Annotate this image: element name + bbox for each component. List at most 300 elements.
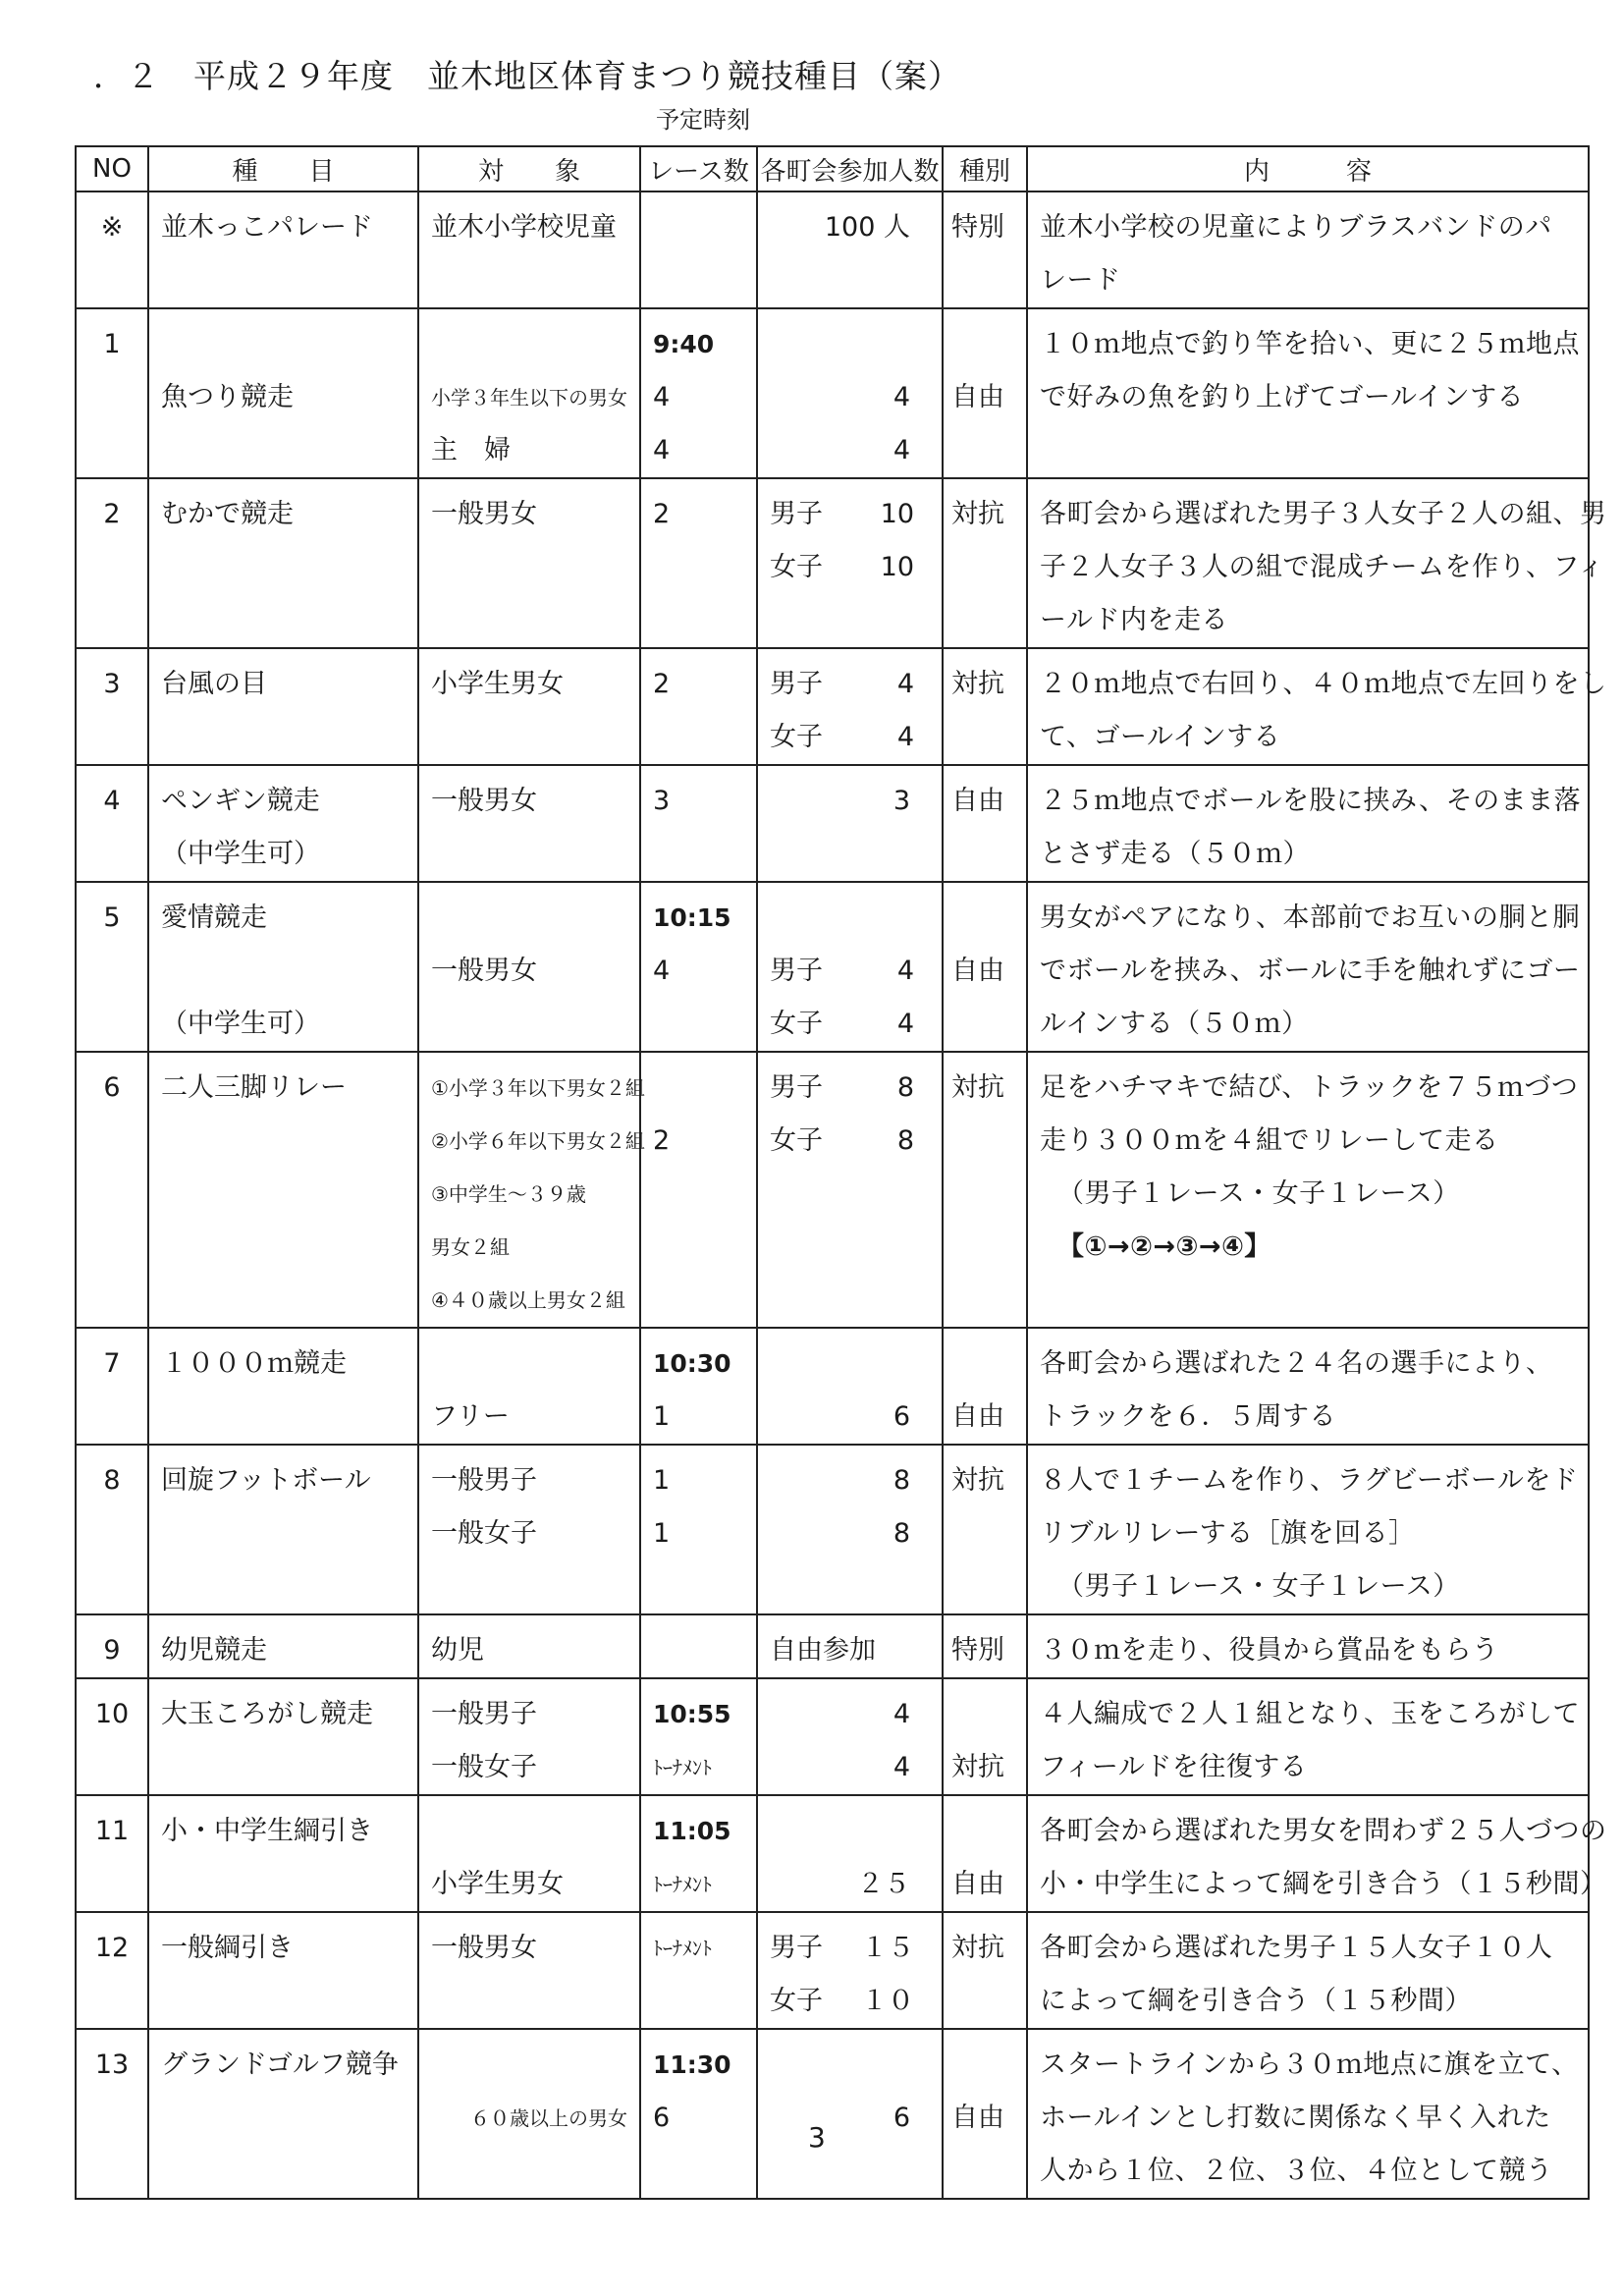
row-number: 5 xyxy=(103,902,121,933)
cell-inner xyxy=(1028,1796,1607,1911)
cell-content xyxy=(1027,191,1589,308)
cell-type xyxy=(943,1328,1027,1445)
cell-inner xyxy=(944,479,1026,541)
cell-inner xyxy=(758,309,942,477)
cell-inner xyxy=(758,883,942,1051)
cell-inner xyxy=(758,1329,942,1444)
header-target: 対 象 xyxy=(418,146,640,191)
participant-count: 4 xyxy=(896,722,914,752)
content-line: て、ゴールインする xyxy=(1040,722,1281,752)
cell-inner xyxy=(419,1679,639,1794)
cell-inner xyxy=(419,2030,639,2145)
participant-count xyxy=(770,318,930,371)
schedule-label: 予定時刻 xyxy=(656,106,750,134)
row-number: 11 xyxy=(94,1816,130,1846)
race-count: 4 xyxy=(653,435,671,465)
cell-target xyxy=(418,191,640,308)
cell-inner xyxy=(77,649,147,711)
participant-count: 8 xyxy=(896,1072,914,1103)
cell-inner xyxy=(641,479,756,541)
cell-content xyxy=(1027,1678,1589,1795)
event-name xyxy=(161,945,406,998)
cell-content xyxy=(1027,308,1589,478)
table-row xyxy=(76,308,1589,478)
participant-count: 4 xyxy=(893,1699,910,1729)
event-type: 特別 xyxy=(951,212,1004,243)
table-row xyxy=(76,882,1589,1052)
cell-inner xyxy=(1028,1053,1588,1274)
content-line: 各町会から選ばれた男女を問わず２５人づつの xyxy=(1040,1816,1607,1846)
content-line: ４人編成で２人１組となり、玉をころがして xyxy=(1040,1699,1580,1729)
target-group: 小学３年生以下の男女 xyxy=(431,386,627,410)
cell-content xyxy=(1027,2029,1589,2199)
cell-inner xyxy=(149,1913,417,1975)
event-type: 自由 xyxy=(951,382,1004,412)
event-type: 自由 xyxy=(951,1401,1004,1432)
cell-inner xyxy=(149,479,417,541)
cell-type xyxy=(943,1445,1027,1614)
race-count: ﾄｰﾅﾒﾝﾄ xyxy=(653,1873,712,1896)
row-number: 8 xyxy=(103,1465,121,1496)
participant-count: 4 xyxy=(893,1752,910,1782)
cell-no xyxy=(76,882,148,1052)
content-line: （男子１レース・女子１レース） xyxy=(1057,1178,1460,1209)
header-content: 内 容 xyxy=(1027,146,1589,191)
document-title: ．２ 平成２９年度 並木地区体育まつり競技種目（案） xyxy=(93,57,961,95)
event-type: 対抗 xyxy=(951,499,1004,529)
spacer xyxy=(951,1688,1022,1741)
cell-event xyxy=(148,882,418,1052)
cell-inner xyxy=(149,1796,417,1858)
cell-inner xyxy=(944,883,1026,998)
participant-pair xyxy=(770,892,930,945)
cell-inner xyxy=(77,479,147,541)
race-count: 6 xyxy=(653,2103,671,2133)
cell-inner xyxy=(77,309,147,371)
cell-participants xyxy=(757,1052,943,1328)
cell-participants xyxy=(757,478,943,648)
row-number: 10 xyxy=(94,1699,130,1729)
event-name: 魚つり競走 xyxy=(161,382,294,412)
event-type: 対抗 xyxy=(951,1933,1004,1963)
gender-label: 男子 xyxy=(770,1072,823,1103)
cell-inner xyxy=(419,766,639,828)
cell-inner xyxy=(149,883,417,1051)
event-type: 対抗 xyxy=(951,1465,1004,1496)
cell-races xyxy=(640,1678,757,1795)
target-group: 並木小学校児童 xyxy=(431,212,617,243)
race-count xyxy=(653,1624,744,1677)
cell-event xyxy=(148,765,418,882)
cell-no xyxy=(76,765,148,882)
cell-inner xyxy=(944,649,1026,711)
participant-pair xyxy=(770,998,930,1051)
cell-type xyxy=(943,1614,1027,1678)
content-line: ホールインとし打数に関係なく早く入れた xyxy=(1040,2103,1551,2133)
cell-inner xyxy=(419,649,639,711)
page-number: 3 xyxy=(808,2121,826,2154)
table-row xyxy=(76,191,1589,308)
row-number: ※ xyxy=(100,212,124,243)
cell-inner xyxy=(1028,1615,1588,1677)
race-count: 3 xyxy=(653,786,671,816)
cell-participants xyxy=(757,191,943,308)
cell-inner xyxy=(1028,1329,1588,1444)
event-name: 回旋フットボール xyxy=(161,1465,371,1496)
cell-event xyxy=(148,191,418,308)
cell-inner xyxy=(944,192,1026,254)
race-count: 11:05 xyxy=(653,1817,731,1845)
cell-inner xyxy=(149,192,417,254)
content-line: リブルリレーする［旗を回る］ xyxy=(1040,1518,1416,1549)
target-group: 一般男女 xyxy=(431,956,537,986)
table-row xyxy=(76,1328,1589,1445)
event-type: 自由 xyxy=(951,786,1004,816)
cell-inner xyxy=(1028,766,1588,881)
event-name: 並木っこパレード xyxy=(161,212,373,243)
event-type: 対抗 xyxy=(951,1752,1004,1782)
gender-label: 男子 xyxy=(770,669,823,699)
cell-no xyxy=(76,2029,148,2199)
header-type: 種別 xyxy=(943,146,1027,191)
participant-count: ２５ xyxy=(857,1869,910,1899)
table-row xyxy=(76,765,1589,882)
cell-content xyxy=(1027,478,1607,648)
cell-inner xyxy=(758,1053,942,1168)
cell-inner xyxy=(944,1796,1026,1911)
participant-count: 4 xyxy=(896,1009,914,1039)
race-count xyxy=(653,201,744,254)
content-line: ３０ｍを走り、役員から賞品をもらう xyxy=(1040,1635,1499,1666)
header-no: NO xyxy=(76,146,148,191)
cell-inner xyxy=(944,309,1026,424)
cell-inner xyxy=(419,1446,639,1560)
content-line: １０ｍ地点で釣り竿を拾い、更に２５ｍ地点 xyxy=(1040,329,1580,359)
event-type: 特別 xyxy=(951,1635,1004,1666)
content-line: 各町会から選ばれた２４名の選手により、 xyxy=(1040,1348,1553,1379)
cell-no xyxy=(76,191,148,308)
cell-inner xyxy=(1028,1913,1588,2028)
content-line: スタートラインから３０ｍ地点に旗を立て、 xyxy=(1040,2050,1579,2080)
event-name: １０００ｍ競走 xyxy=(161,1348,347,1379)
cell-inner xyxy=(419,309,639,477)
cell-inner xyxy=(1028,1446,1588,1613)
participant-count xyxy=(770,1338,930,1391)
race-count: 2 xyxy=(653,669,671,699)
cell-type xyxy=(943,882,1027,1052)
cell-event xyxy=(148,648,418,765)
cell-inner xyxy=(419,1329,639,1444)
participant-count: 自由参加 xyxy=(770,1635,876,1666)
content-line: 足をハチマキで結び、トラックを７５ｍづつ xyxy=(1040,1072,1579,1103)
content-line: 走り３００ｍを４組でリレーして走る xyxy=(1040,1125,1499,1156)
target-group: 一般男子 xyxy=(431,1465,537,1496)
event-type: 自由 xyxy=(951,1869,1004,1899)
cell-inner xyxy=(77,883,147,945)
participant-count: 6 xyxy=(893,1401,910,1432)
cell-races xyxy=(640,882,757,1052)
cell-races xyxy=(640,1912,757,2029)
cell-no xyxy=(76,1445,148,1614)
cell-event xyxy=(148,1614,418,1678)
cell-target xyxy=(418,308,640,478)
header-event: 種 目 xyxy=(148,146,418,191)
content-line: によって綱を引き合う（１５秒間） xyxy=(1040,1986,1472,2016)
target-group: 一般女子 xyxy=(431,1518,537,1549)
cell-event xyxy=(148,1795,418,1912)
race-count: 9:40 xyxy=(653,330,715,358)
content-line: ８人で１チームを作り、ラグビーボールをド xyxy=(1040,1465,1579,1496)
header-races: レース数 xyxy=(640,146,757,191)
cell-races xyxy=(640,1614,757,1678)
cell-inner xyxy=(944,1329,1026,1444)
cell-target xyxy=(418,1614,640,1678)
cell-event xyxy=(148,478,418,648)
content-line: ールド内を走る xyxy=(1040,605,1228,635)
content-line: とさず走る（５０ｍ） xyxy=(1040,839,1310,869)
target-group: ６０歳以上の男女 xyxy=(470,2106,627,2130)
cell-races xyxy=(640,1328,757,1445)
content-line: 子２人女子３人の組で混成チームを作り、フィ xyxy=(1040,552,1605,582)
cell-participants xyxy=(757,1614,943,1678)
race-count: ﾄｰﾅﾒﾝﾄ xyxy=(653,1937,712,1960)
cell-inner xyxy=(641,1679,756,1794)
cell-inner xyxy=(1028,309,1588,424)
row-number: 4 xyxy=(103,786,121,816)
row-number: 13 xyxy=(94,2050,130,2080)
participant-count: 8 xyxy=(896,1125,914,1156)
cell-races xyxy=(640,191,757,308)
gender-label: 女子 xyxy=(770,1009,823,1039)
cell-target xyxy=(418,478,640,648)
cell-target xyxy=(418,765,640,882)
cell-content xyxy=(1027,1328,1589,1445)
events-table xyxy=(75,145,1607,2200)
cell-inner xyxy=(641,649,756,711)
cell-inner xyxy=(77,1679,147,1741)
spacer xyxy=(951,1805,1022,1858)
table-row xyxy=(76,1795,1589,1912)
race-count: 1 xyxy=(653,1465,671,1496)
cell-inner xyxy=(1028,1679,1588,1794)
table-row xyxy=(76,478,1589,648)
cell-type xyxy=(943,1912,1027,2029)
target-group: 小学生男女 xyxy=(431,1869,564,1899)
gender-label: 女子 xyxy=(770,1125,823,1156)
content-line: 【①→②→③→④】 xyxy=(1057,1231,1271,1262)
race-count: 10:30 xyxy=(653,1349,731,1378)
cell-inner xyxy=(641,1053,756,1168)
cell-inner xyxy=(419,1053,645,1327)
cell-content xyxy=(1027,1614,1589,1678)
event-name: 小・中学生綱引き xyxy=(161,1816,373,1846)
participant-count: 4 xyxy=(893,435,910,465)
participant-count: 8 xyxy=(893,1518,910,1549)
cell-inner xyxy=(758,1446,942,1560)
row-number: 9 xyxy=(103,1635,121,1666)
cell-content xyxy=(1027,1795,1607,1912)
cell-type xyxy=(943,1052,1027,1328)
cell-inner xyxy=(1028,883,1588,1051)
cell-inner xyxy=(149,1329,417,1391)
cell-inner xyxy=(758,1679,942,1794)
event-name xyxy=(161,318,406,371)
participant-pair xyxy=(770,1975,930,2028)
participant-count: 6 xyxy=(893,2103,910,2133)
table-row xyxy=(76,648,1589,765)
table-row xyxy=(76,1445,1589,1614)
cell-inner xyxy=(758,1796,942,1911)
race-count: ﾄｰﾅﾒﾝﾄ xyxy=(653,1756,712,1779)
cell-inner xyxy=(77,1796,147,1858)
cell-inner xyxy=(1028,649,1607,764)
cell-target xyxy=(418,1795,640,1912)
gender-label: 男子 xyxy=(770,499,823,529)
race-count: 1 xyxy=(653,1518,671,1549)
table-row xyxy=(76,2029,1589,2199)
race-count: 10:15 xyxy=(653,903,731,932)
cell-event xyxy=(148,1678,418,1795)
cell-inner xyxy=(419,192,639,254)
cell-target xyxy=(418,1328,640,1445)
event-name: むかで競走 xyxy=(161,499,294,529)
content-line: 人から１位、２位、３位、４位として競う xyxy=(1040,2156,1553,2186)
cell-inner xyxy=(77,1446,147,1507)
cell-participants xyxy=(757,882,943,1052)
cell-inner xyxy=(419,1615,639,1677)
cell-inner xyxy=(944,2030,1026,2145)
cell-type xyxy=(943,1795,1027,1912)
header-row xyxy=(76,146,1589,191)
cell-participants xyxy=(757,648,943,765)
cell-type xyxy=(943,308,1027,478)
spacer xyxy=(951,2039,1022,2092)
participant-pair xyxy=(770,541,930,594)
cell-participants xyxy=(757,1445,943,1614)
participant-count: 4 xyxy=(893,382,910,412)
participant-pair xyxy=(770,945,930,998)
race-count xyxy=(653,1062,744,1115)
cell-inner xyxy=(149,766,417,881)
row-number: 12 xyxy=(94,1933,130,1963)
target-group: 一般男女 xyxy=(431,1933,537,1963)
participant-pair xyxy=(770,488,930,541)
cell-inner xyxy=(944,766,1026,828)
cell-inner xyxy=(944,1913,1026,1975)
event-name: ペンギン競走 xyxy=(161,786,320,816)
cell-inner xyxy=(419,1796,639,1911)
participant-count: 8 xyxy=(893,1465,910,1496)
cell-inner xyxy=(1028,2030,1588,2198)
cell-content xyxy=(1027,882,1589,1052)
table-row xyxy=(76,1052,1589,1328)
table-row xyxy=(76,1678,1589,1795)
cell-inner xyxy=(758,649,942,764)
race-count: 10:55 xyxy=(653,1700,731,1728)
event-name xyxy=(161,424,406,477)
cell-type xyxy=(943,648,1027,765)
cell-inner xyxy=(149,1615,417,1677)
event-name: 台風の目 xyxy=(161,669,267,699)
content-line: 男女がペアになり、本部前でお互いの胴と胴 xyxy=(1040,902,1580,933)
cell-inner xyxy=(1028,192,1588,307)
target-group: 主 婦 xyxy=(431,435,511,465)
row-number: 2 xyxy=(103,499,121,529)
participant-count: 10 xyxy=(880,552,914,582)
cell-no xyxy=(76,308,148,478)
target-group xyxy=(431,2039,627,2092)
cell-inner xyxy=(641,309,756,477)
cell-inner xyxy=(149,1053,417,1115)
cell-inner xyxy=(641,192,756,254)
cell-inner xyxy=(419,1913,639,1975)
cell-no xyxy=(76,648,148,765)
cell-type xyxy=(943,478,1027,648)
content-line: 並木小学校の児童によりブラスバンドのパ xyxy=(1040,212,1552,243)
cell-no xyxy=(76,1328,148,1445)
cell-no xyxy=(76,478,148,648)
cell-inner xyxy=(77,1053,147,1115)
cell-no xyxy=(76,1614,148,1678)
cell-races xyxy=(640,1052,757,1328)
cell-participants xyxy=(757,1678,943,1795)
cell-event xyxy=(148,308,418,478)
cell-inner xyxy=(77,192,147,254)
target-group: 小学生男女 xyxy=(431,669,564,699)
event-name: グランドゴルフ競争 xyxy=(161,2050,399,2080)
participant-count: 100 人 xyxy=(824,212,910,243)
cell-target xyxy=(418,1445,640,1614)
cell-inner xyxy=(758,2030,942,2145)
spacer xyxy=(951,318,1022,371)
cell-inner xyxy=(758,1615,942,1677)
cell-inner xyxy=(149,309,417,477)
cell-inner xyxy=(77,1329,147,1391)
cell-content xyxy=(1027,648,1607,765)
cell-races xyxy=(640,308,757,478)
gender-label: 男子 xyxy=(770,1933,823,1963)
cell-content xyxy=(1027,765,1589,882)
cell-event xyxy=(148,1912,418,2029)
content-line: 各町会から選ばれた男子３人女子２人の組、男 xyxy=(1040,499,1607,529)
cell-target xyxy=(418,882,640,1052)
cell-inner xyxy=(641,2030,756,2145)
cell-inner xyxy=(419,479,639,541)
cell-no xyxy=(76,1912,148,2029)
cell-type xyxy=(943,1678,1027,1795)
event-name: （中学生可） xyxy=(161,1009,320,1039)
cell-target xyxy=(418,648,640,765)
cell-inner xyxy=(944,1053,1026,1115)
target-group: ④４０歳以上男女２組 xyxy=(431,1288,625,1312)
cell-participants xyxy=(757,308,943,478)
participant-count: 3 xyxy=(893,786,910,816)
target-group: 男女２組 xyxy=(431,1235,510,1259)
cell-target xyxy=(418,1678,640,1795)
cell-inner xyxy=(1028,479,1607,647)
content-line: でボールを挟み、ボールに手を触れずにゴー xyxy=(1040,956,1581,986)
cell-inner xyxy=(944,1679,1026,1794)
participant-pair xyxy=(770,1115,930,1168)
gender-label: 女子 xyxy=(770,1986,823,2016)
cell-inner xyxy=(641,883,756,998)
cell-content xyxy=(1027,1912,1589,2029)
target-group: 一般男女 xyxy=(431,786,537,816)
cell-target xyxy=(418,1052,645,1328)
cell-inner xyxy=(641,1796,756,1911)
cell-no xyxy=(76,1052,148,1328)
cell-inner xyxy=(77,1913,147,1975)
